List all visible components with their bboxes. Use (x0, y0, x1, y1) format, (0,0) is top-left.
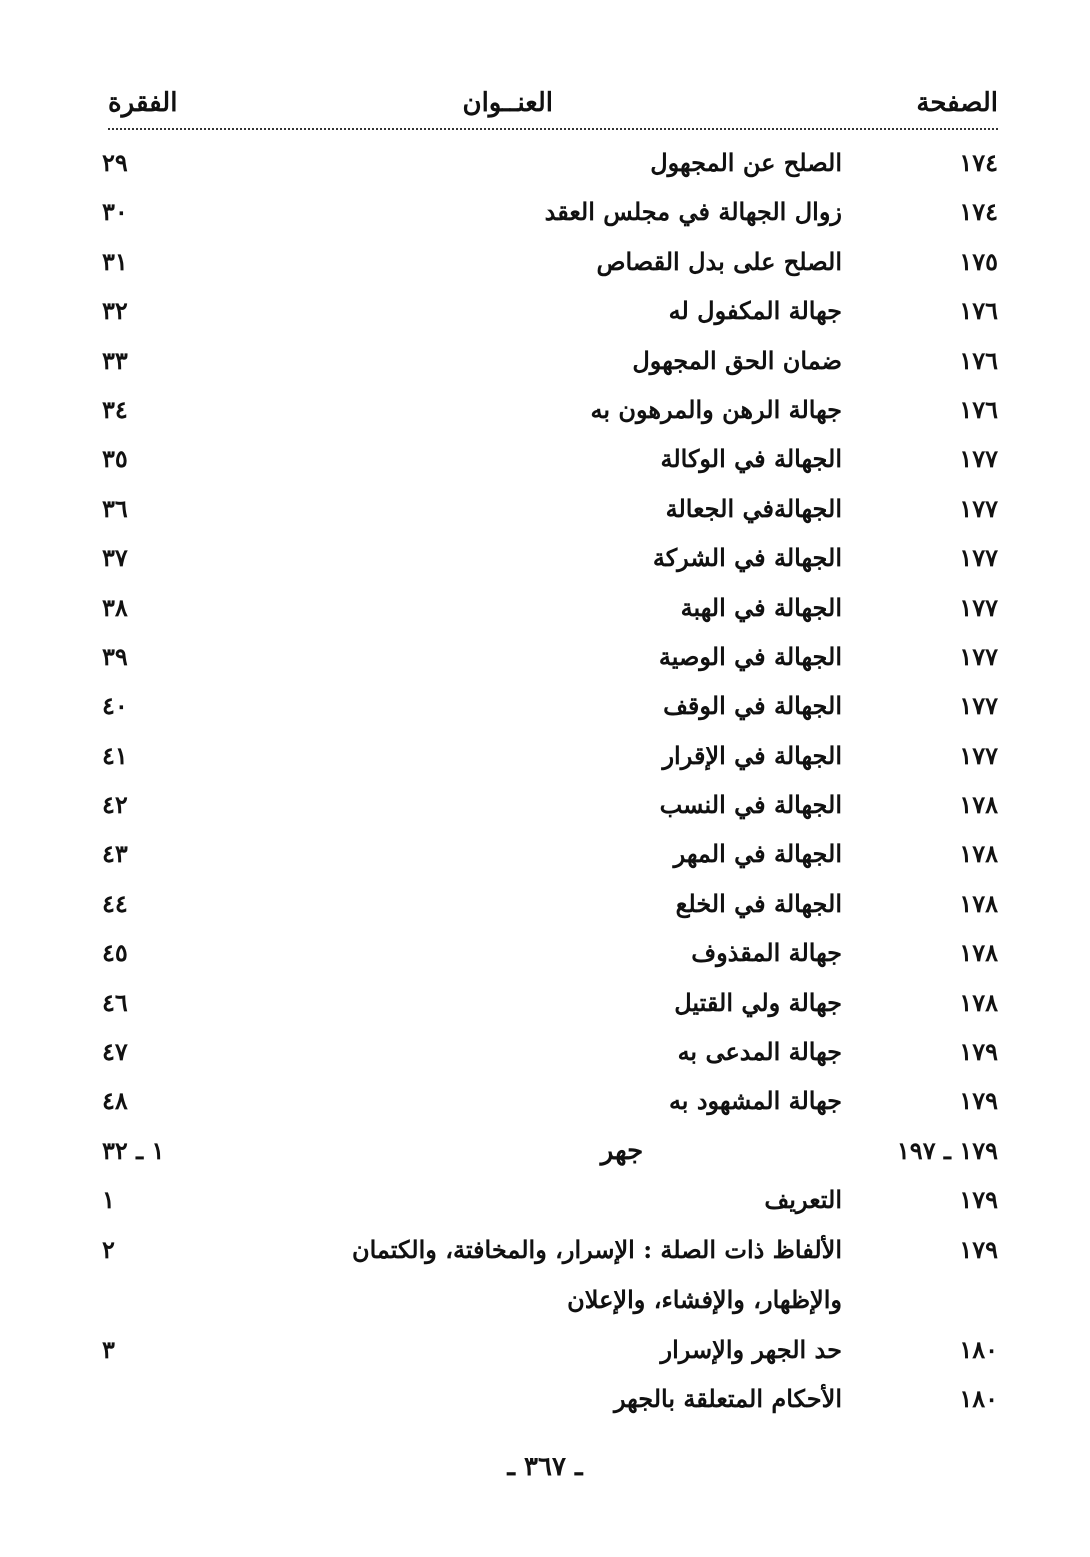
page-number-cell: ١٧٨ (959, 839, 998, 869)
header-page-label: الصفحة (916, 88, 998, 118)
table-row (0, 978, 1090, 1027)
entry-title-cell: الصلح على بدل القصاص (596, 246, 842, 276)
page-number-cell: ١٧٦ (959, 345, 998, 375)
entry-title-cell: الصلح عن المجهول (650, 148, 842, 177)
header-title-label: العنــوان (462, 88, 553, 118)
page-number-cell: ١٧٩ (959, 1086, 998, 1116)
page-number-cell: ١٨٠ (959, 1383, 998, 1413)
paragraph-number-cell: ٣٥ (102, 444, 128, 474)
entry-title-cell: جهالة المكفول له (668, 296, 842, 326)
table-row (0, 237, 1090, 286)
page-number-cell: ١٧٦ (959, 296, 998, 326)
paragraph-number-cell: ٣٢ (102, 296, 128, 326)
paragraph-number-cell: ٤٧ (102, 1037, 128, 1067)
table-row (0, 1175, 1090, 1224)
entry-title-cell: الأحكام المتعلقة بالجهر (613, 1383, 842, 1413)
paragraph-number-cell: ٣٠ (102, 197, 128, 227)
table-row (0, 1027, 1090, 1076)
paragraph-number-cell: ٤٤ (102, 888, 128, 918)
page-number-cell: ١٧٧ (959, 740, 998, 770)
table-row (0, 533, 1090, 582)
entry-title-cell: التعريف (764, 1185, 842, 1215)
entry-title-cell: الجهالة في الوصية (658, 641, 842, 671)
table-row (0, 484, 1090, 533)
paragraph-number-cell: ٤٥ (102, 938, 128, 968)
page-number-cell: ١٧٧ (959, 641, 998, 671)
page-number: ـ ٣٦٧ ـ (507, 1452, 583, 1482)
page-number-cell: ١٧٧ (959, 444, 998, 474)
page-number-cell: ١٧٧ (959, 691, 998, 721)
page-number-cell: ١٧٩ (959, 1234, 998, 1264)
entry-title-cell: جهالة الرهن والمرهون به (590, 394, 842, 424)
paragraph-number-cell: ٣١ (102, 246, 128, 276)
page-number-cell: ١٧٥ (959, 246, 998, 276)
page-number-cell: ١٧٧ (959, 543, 998, 573)
page-number-cell: ١٧٨ (959, 888, 998, 918)
table-row (0, 681, 1090, 730)
entry-title-cell: الجهالة في الوقف (663, 691, 842, 721)
page-number-cell: ١٧٨ (959, 938, 998, 968)
paragraph-number-cell: ٣٣ (102, 345, 128, 375)
paragraph-number-cell: ٤٢ (102, 790, 128, 820)
table-row (0, 1374, 1090, 1423)
page-number-cell: ١٧٩ (959, 1037, 998, 1067)
table-row (0, 138, 1090, 187)
entry-title-cell: الجهالة في الهبة (680, 592, 842, 622)
paragraph-number-cell: ٣٩ (102, 641, 128, 671)
page-number-cell: ١٧٧ (959, 592, 998, 622)
entry-title-cell: جهالة المقذوف (691, 938, 842, 968)
table-row (0, 632, 1090, 681)
entry-title-cell: الجهالة في المهر (673, 839, 842, 869)
paragraph-number-cell: ٤٨ (102, 1086, 128, 1116)
entry-title-cell: الجهالةفي الجعالة (665, 493, 842, 523)
table-row (0, 780, 1090, 829)
page-number-cell: ١٨٠ (959, 1334, 998, 1364)
entry-title-cell: جهالة المدعى به (677, 1037, 842, 1067)
entry-title-cell: الجهالة في الشركة (652, 543, 842, 573)
paragraph-number-cell: ٤١ (102, 740, 128, 770)
table-row (0, 1126, 1090, 1175)
table-row (0, 583, 1090, 632)
table-row (0, 1325, 1090, 1374)
paragraph-number-cell: ٣٧ (102, 543, 128, 573)
page-number-cell: ١٧٤ (959, 148, 998, 177)
entry-title-cell: حد الجهر والإسرار (660, 1334, 842, 1364)
paragraph-number-cell: ٣ (102, 1334, 115, 1364)
table-row (0, 829, 1090, 878)
paragraph-number-cell: ١ ـ ٣٢ (102, 1135, 165, 1165)
index-table (0, 138, 1090, 1423)
table-row (0, 187, 1090, 236)
table-row (0, 731, 1090, 780)
header-paragraph-label: الفقرة (108, 88, 178, 118)
section-heading: جهر (600, 1135, 644, 1166)
entry-title-cell: الجهالة في الوكالة (660, 444, 842, 474)
entry-title-cell: الجهالة في الإقرار (662, 740, 842, 770)
page-number-cell: ١٧٨ (959, 790, 998, 820)
paragraph-number-cell: ٢ (102, 1234, 115, 1264)
paragraph-number-cell: ٣٨ (102, 592, 128, 622)
table-header (108, 86, 998, 130)
page-number-cell: ١٧٨ (959, 987, 998, 1017)
table-row (0, 879, 1090, 928)
entry-title-cell: زوال الجهالة في مجلس العقد (544, 197, 842, 227)
page-number-cell: ١٧٩ (959, 1185, 998, 1215)
page-number-cell: ١٧٦ (959, 394, 998, 424)
table-row (0, 336, 1090, 385)
table-row (0, 1076, 1090, 1125)
entry-title-cell: ضمان الحق المجهول (632, 345, 842, 375)
table-row (0, 928, 1090, 977)
entry-title-cell: الألفاظ ذات الصلة : الإسرار، والمخافتة، والكتمان والإظهار، والإفشاء، والإعلان (351, 1234, 842, 1314)
paragraph-number-cell: ٤٠ (102, 691, 128, 721)
paragraph-number-cell: ٣٤ (102, 394, 128, 424)
page-number-cell: ١٧٧ (959, 493, 998, 523)
entry-title-cell: الجهالة في النسب (659, 790, 842, 820)
page-number-cell: ١٧٩ ـ ١٩٧ (896, 1135, 998, 1165)
paragraph-number-cell: ٤٣ (102, 839, 128, 869)
entry-title-cell: جهالة ولي القتيل (674, 987, 842, 1017)
table-row (0, 434, 1090, 483)
table-row (0, 1225, 1090, 1325)
paragraph-number-cell: ٤٦ (102, 987, 128, 1017)
paragraph-number-cell: ١ (102, 1185, 115, 1215)
table-row (0, 286, 1090, 335)
page-number-cell: ١٧٤ (959, 197, 998, 227)
paragraph-number-cell: ٢٩ (102, 148, 128, 177)
paragraph-number-cell: ٣٦ (102, 493, 128, 523)
entry-title-cell: الجهالة في الخلع (675, 888, 842, 918)
table-row (0, 385, 1090, 434)
entry-title-cell: جهالة المشهود به (668, 1086, 842, 1116)
